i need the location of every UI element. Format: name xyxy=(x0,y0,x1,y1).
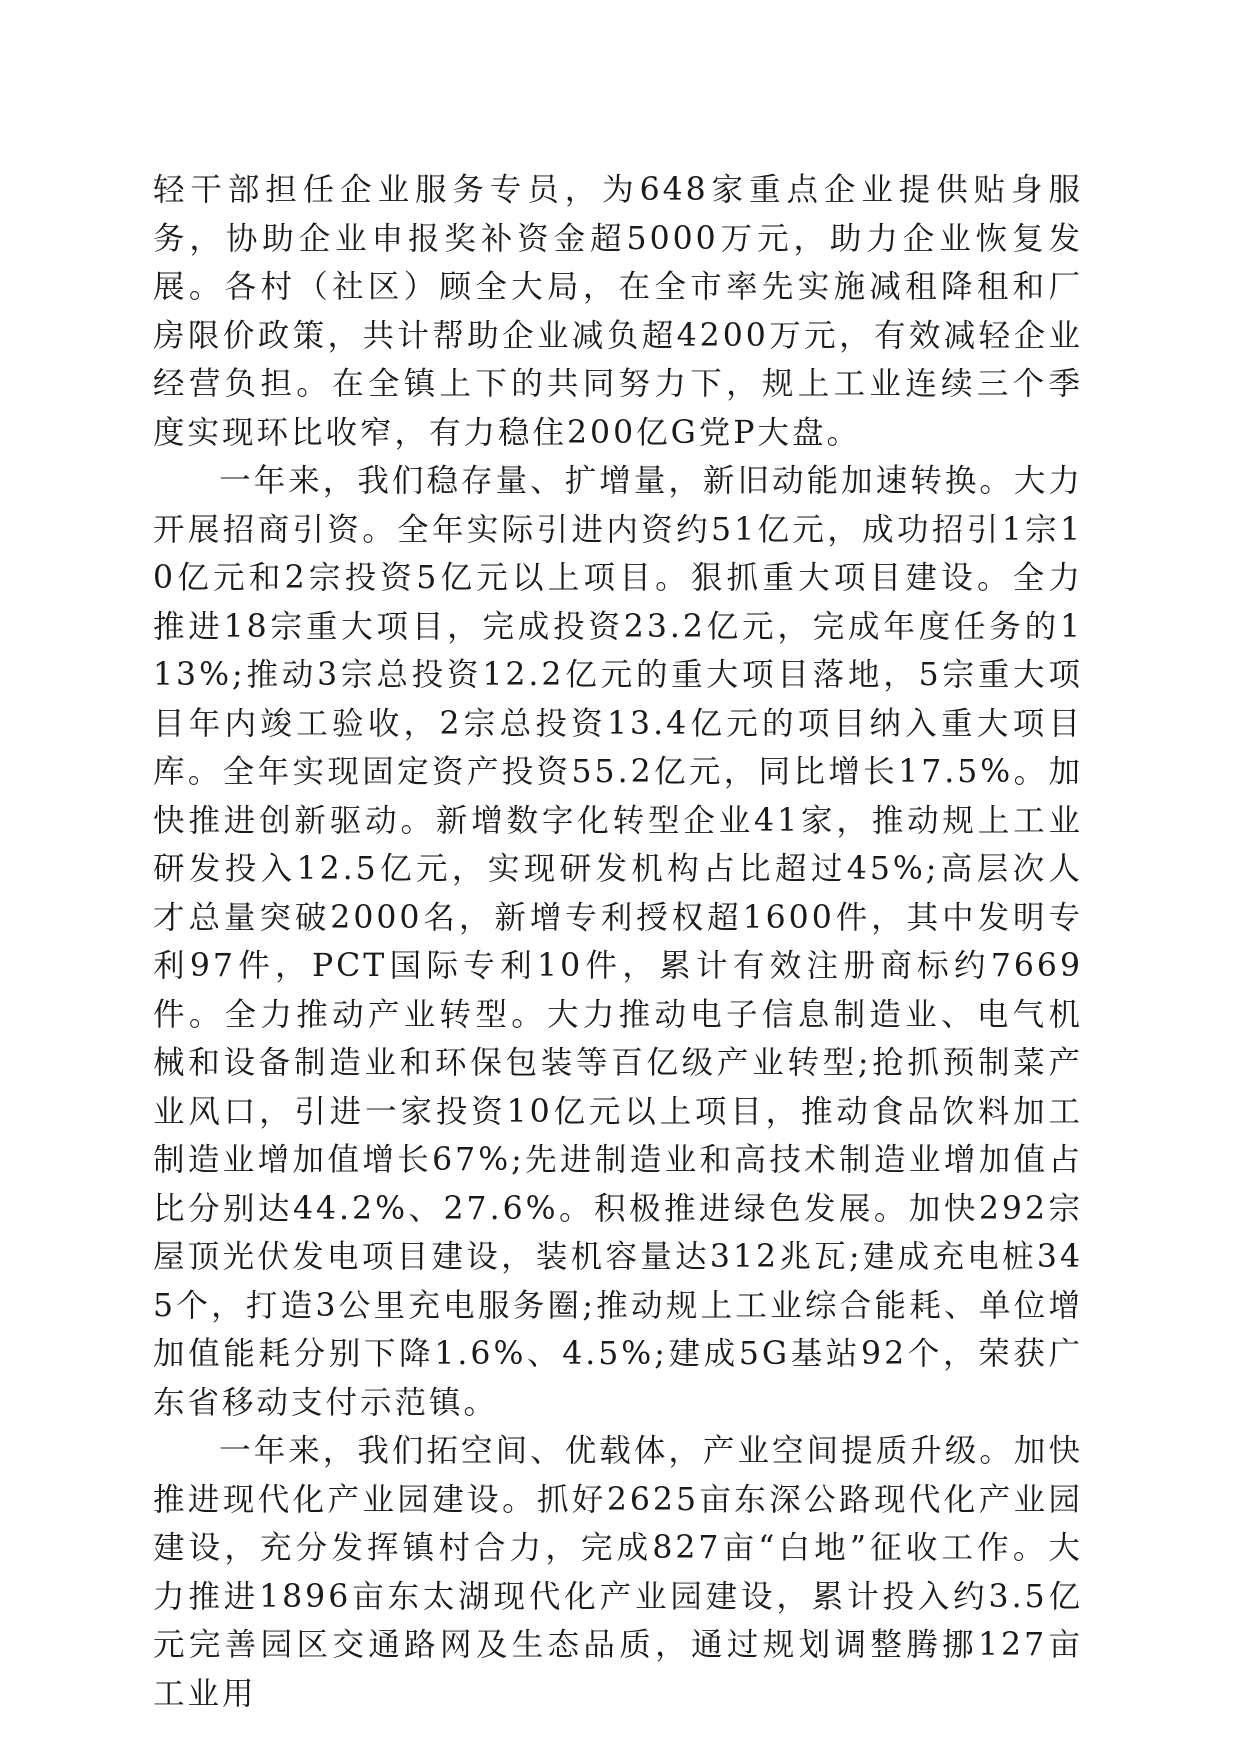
paragraph-continued: 轻干部担任企业服务专员，为648家重点企业提供贴身服务，协助企业申报奖补资金超5000万元，助力企业恢复发展。各村（社区）顾全大局，在全市率先实施减租降租和厂房限价政策，共计帮助企业减负超4200万元，有效减轻企业经营负担。在全镇上下的共同努力下，规上工业连续三个季度实现环比收窄，有力稳住200亿G党P大盘。 xyxy=(153,172,1083,451)
body-text xyxy=(153,166,1083,1718)
paragraph-industrial-space: 一年来，我们拓空间、优载体，产业空间提质升级。加快推进现代化产业园建设。抓好2625亩东深公路现代化产业园建设，充分发挥镇村合力，完成827亩“白地”征收工作。大力推进1896亩东太湖现代化产业园建设，累计投入约3.5亿元完善园区交通路网及生态品质，通过规划调整腾挪127亩工业用 xyxy=(153,1433,1083,1712)
paragraph-new-momentum: 一年来，我们稳存量、扩增量，新旧动能加速转换。大力开展招商引资。全年实际引进内资约51亿元，成功招引1宗10亿元和2宗投资5亿元以上项目。狠抓重大项目建设。全力推进18宗重大项目，完成投资23.2亿元，完成年度任务的113%;推动3宗总投资12.2亿元的重大项目落地，5宗重大项目年内竣工验收，2宗总投资13.4亿元的项目纳入重大项目库。全年实现固定资产投资55.2亿元，同比增长17.5%。加快推进创新驱动。新增数字化转型企业41家，推动规上工业研发投入12.5亿元，实现研发机构占比超过45%;高层次人才总量突破2000名，新增专利授权超1600件，其中发明专利97件，PCT国际专利10件，累计有效注册商标约7669件。全力推动产业转型。大力推动电子信息制造业、电气机械和设备制造业和环保包装等百亿级产业转型;抢抓预制菜产业风口，引进一家投资10亿元以上项目，推动食品饮料加工制造业增加值增长67%;先进制造业和高技术制造业增加值占比分别达44.2%、27.6%。积极推进绿色发展。加快292宗屋顶光伏发电项目建设，装机容量达312兆瓦;建成充电桩345个，打造3公里充电服务圈;推动规上工业综合能耗、单位增加值能耗分别下降1.6%、4.5%;建成5G基站92个，荣获广东省移动支付示范镇。 xyxy=(153,463,1083,1421)
